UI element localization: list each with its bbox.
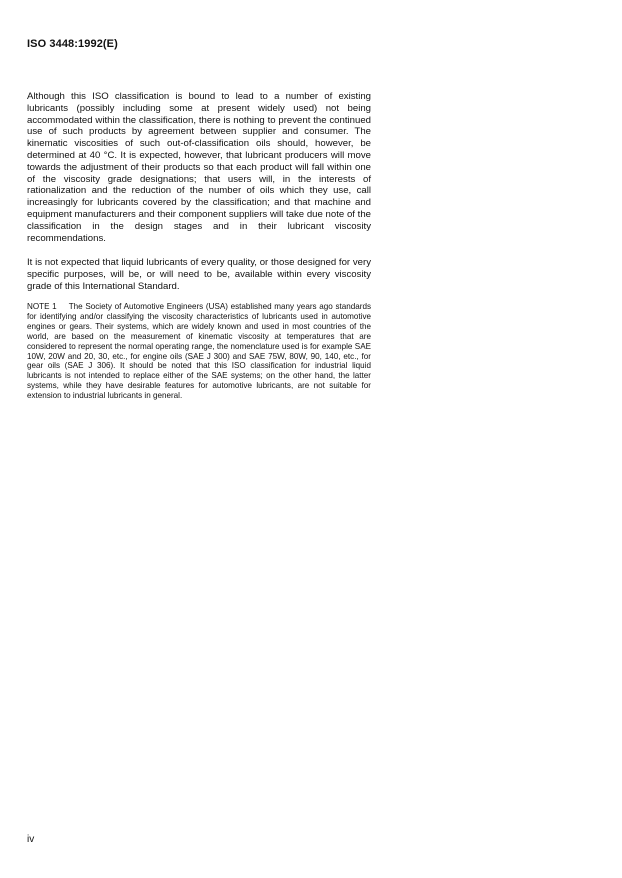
note-1 — [27, 302, 371, 401]
document-id-header: ISO 3448:1992(E) — [27, 38, 118, 50]
body-paragraph-2: It is not expected that liquid lubricants of every quality, or those designed for very specific purposes, will be, or will need to be, available within every viscosity grade of this International Standard. — [27, 257, 371, 292]
body-paragraph-1: Although this ISO classification is bound to lead to a number of existing lubricants (possibly including some at present widely used) not being accommodated within the classification, there is nothing to prevent the continued use of such products by agreement between supplier and consumer. The kinematic viscosities of such out-of-classification oils should, however, be determined at 40 °C. It is expected, however, that lubricant producers will move towards the adjustment of their products so that each product will fall within one of the viscosity grade designations; that users will, in the interests of rationalization and the reduction of the number of oils which they use, call increasingly for lubricants covered by the classification; and that machine and equipment manufacturers and their component suppliers will take due note of the classification in the design stages and in their lubricant viscosity recommendations. — [27, 91, 371, 244]
note-label: NOTE 1 — [27, 302, 57, 311]
note-text: The Society of Automotive Engineers (USA) established many years ago standards for identifying and/or classifying the viscosity characteristics of lubricants used in automotive engines or gears. Their systems, which are widely known and used in most countries of the world, are based on the measurement of kinematic viscosity at temperatures that are considered to represent the normal operating range, the nomenclature used is for example SAE 10W, 20W and 20, 30, etc., for engine oils (SAE J 300) and SAE 75W, 80W, 90, 140, etc., for gear oils (SAE J 306). It should be noted that this ISO classification for industrial liquid lubricants is not intended to replace either of the SAE systems; on the other hand, the latter systems, while they have desirable features for automotive lubricants, are not suitable for extension to industrial lubricants in general. — [27, 302, 372, 401]
page-number: iv — [27, 834, 35, 845]
